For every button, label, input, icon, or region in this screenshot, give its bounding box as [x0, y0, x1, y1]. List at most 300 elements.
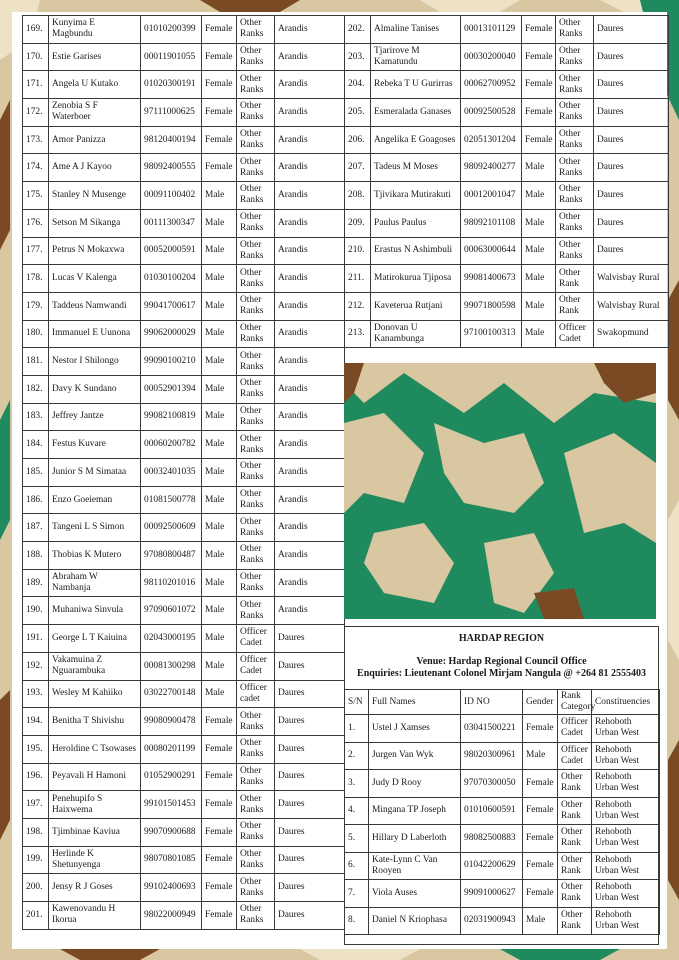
table-row — [23, 292, 345, 320]
cell-sn: 201. — [23, 902, 49, 930]
table-row — [23, 846, 345, 874]
cell-rank: Officer Cadet — [558, 742, 592, 770]
cell-id: 01052900291 — [141, 763, 202, 791]
cell-sn: 181. — [23, 348, 49, 376]
table-row — [23, 902, 345, 930]
cell-gender: Male — [202, 459, 237, 487]
cell-constituency: Daures — [275, 818, 345, 846]
cell-constituency: Daures — [594, 209, 669, 237]
cell-id: 00111300347 — [141, 209, 202, 237]
cell-sn: 203. — [345, 43, 371, 71]
cell-rank: Other Ranks — [237, 735, 275, 763]
cell-rank: Other Ranks — [556, 71, 594, 99]
table-row — [345, 770, 660, 798]
cell-sn: 200. — [23, 874, 49, 902]
table-row — [345, 71, 669, 99]
cell-id: 00052000591 — [141, 237, 202, 265]
cell-constituency: Daures — [275, 625, 345, 653]
cell-sn: 199. — [23, 846, 49, 874]
cell-gender: Female — [202, 818, 237, 846]
cell-sn: 213. — [345, 320, 371, 348]
cell-constituency: Arandis — [275, 265, 345, 293]
cell-id: 00062700952 — [461, 71, 522, 99]
cell-constituency: Rehoboth Urban West — [592, 715, 660, 743]
cell-name: Tangeni L S Simon — [49, 514, 141, 542]
table-row — [23, 320, 345, 348]
cell-sn: 7. — [345, 880, 369, 908]
cell-id: 00030200040 — [461, 43, 522, 71]
cell-id: 98092400555 — [141, 154, 202, 182]
cell-constituency: Rehoboth Urban West — [592, 742, 660, 770]
cell-sn: 185. — [23, 459, 49, 487]
cell-gender: Female — [202, 16, 237, 44]
table-row — [345, 320, 669, 348]
cell-name: Daniel N Kriophasa — [369, 907, 461, 935]
cell-sn: 177. — [23, 237, 49, 265]
cell-gender: Female — [202, 735, 237, 763]
cell-constituency: Arandis — [275, 154, 345, 182]
cell-name: Tjimbinae Kaviua — [49, 818, 141, 846]
table-row — [345, 797, 660, 825]
cell-gender: Male — [522, 320, 556, 348]
cell-sn: 190. — [23, 597, 49, 625]
cell-id: 97070300050 — [461, 770, 523, 798]
table-row — [345, 715, 660, 743]
cell-sn: 207. — [345, 154, 371, 182]
cell-id: 99071800598 — [461, 292, 522, 320]
table-row — [345, 43, 669, 71]
cell-gender: Female — [202, 874, 237, 902]
cell-gender: Male — [202, 375, 237, 403]
table-row — [23, 542, 345, 570]
cell-constituency: Rehoboth Urban West — [592, 852, 660, 880]
cell-id: 99070900688 — [141, 818, 202, 846]
cell-constituency: Daures — [275, 680, 345, 708]
cell-rank: Other Ranks — [237, 403, 275, 431]
cell-id: 00092500609 — [141, 514, 202, 542]
cell-rank: Other Ranks — [237, 486, 275, 514]
cell-id: 97111000625 — [141, 99, 202, 127]
cell-gender: Female — [202, 126, 237, 154]
header-name: Full Names — [369, 690, 461, 715]
cell-name: Tadeus M Moses — [371, 154, 461, 182]
table-row — [23, 597, 345, 625]
cell-gender: Female — [202, 708, 237, 736]
cell-rank: Other Rank — [558, 770, 592, 798]
table-row — [345, 182, 669, 210]
cell-rank: Other Ranks — [237, 182, 275, 210]
cell-sn: 175. — [23, 182, 49, 210]
cell-constituency: Arandis — [275, 209, 345, 237]
cell-rank: Other Ranks — [556, 16, 594, 44]
cell-sn: 4. — [345, 797, 369, 825]
cell-gender: Female — [522, 71, 556, 99]
cell-gender: Male — [522, 209, 556, 237]
cell-constituency: Walvisbay Rural — [594, 265, 669, 293]
cell-rank: Officer cadet — [237, 680, 275, 708]
cell-sn: 174. — [23, 154, 49, 182]
cell-name: George L T Kaiuina — [49, 625, 141, 653]
camouflage-graphic — [344, 363, 656, 619]
cell-name: Jeffrey Jantze — [49, 403, 141, 431]
cell-gender: Female — [523, 825, 558, 853]
cell-gender: Male — [523, 907, 558, 935]
table-row — [23, 237, 345, 265]
cell-sn: 209. — [345, 209, 371, 237]
cell-sn: 193. — [23, 680, 49, 708]
cell-id: 00091100402 — [141, 182, 202, 210]
cell-id: 97100100313 — [461, 320, 522, 348]
cell-name: Jensy R J Goses — [49, 874, 141, 902]
cell-rank: Other Ranks — [237, 43, 275, 71]
cell-gender: Female — [522, 43, 556, 71]
cell-rank: Other Ranks — [237, 126, 275, 154]
table-row — [23, 874, 345, 902]
cell-constituency: Arandis — [275, 542, 345, 570]
table-row — [23, 569, 345, 597]
table-row — [23, 763, 345, 791]
cell-rank: Other Rank — [558, 907, 592, 935]
table-row — [23, 99, 345, 127]
cell-gender: Female — [202, 99, 237, 127]
cell-rank: Other Ranks — [237, 292, 275, 320]
cell-sn: 212. — [345, 292, 371, 320]
cell-name: Peyavali H Hamoni — [49, 763, 141, 791]
header-gender: Gender — [523, 690, 558, 715]
table-row — [23, 209, 345, 237]
cell-id: 99101501453 — [141, 791, 202, 819]
table-row — [23, 791, 345, 819]
cell-id: 00013101129 — [461, 16, 522, 44]
cell-gender: Male — [202, 182, 237, 210]
table-row — [345, 907, 660, 935]
cell-gender: Male — [523, 742, 558, 770]
cell-id: 03022700148 — [141, 680, 202, 708]
cell-rank: Other Ranks — [237, 375, 275, 403]
cell-id: 99081400673 — [461, 265, 522, 293]
cell-constituency: Arandis — [275, 99, 345, 127]
cell-sn: 202. — [345, 16, 371, 44]
cell-id: 98092400277 — [461, 154, 522, 182]
cell-sn: 195. — [23, 735, 49, 763]
cell-constituency: Daures — [275, 791, 345, 819]
cell-id: 99062000029 — [141, 320, 202, 348]
cell-rank: Other Ranks — [237, 818, 275, 846]
cell-rank: Other Ranks — [237, 265, 275, 293]
table-row — [23, 431, 345, 459]
cell-id: 00011901055 — [141, 43, 202, 71]
cell-constituency: Arandis — [275, 71, 345, 99]
cell-gender: Male — [522, 154, 556, 182]
cell-rank: Other Rank — [556, 265, 594, 293]
cell-name: Esmeralada Ganases — [371, 99, 461, 127]
cell-sn: 169. — [23, 16, 49, 44]
cell-id: 00052901394 — [141, 375, 202, 403]
cell-gender: Female — [523, 715, 558, 743]
cell-name: Tjivikara Mutirakuti — [371, 182, 461, 210]
cell-name: Heroldine C Tsowases — [49, 735, 141, 763]
cell-gender: Female — [522, 16, 556, 44]
cell-name: Jurgen Van Wyk — [369, 742, 461, 770]
cell-constituency: Arandis — [275, 43, 345, 71]
cell-name: Paulus Paulus — [371, 209, 461, 237]
cell-constituency: Daures — [594, 16, 669, 44]
daures-continued-table — [344, 15, 669, 348]
table-row — [345, 99, 669, 127]
cell-constituency: Arandis — [275, 126, 345, 154]
cell-sn: 178. — [23, 265, 49, 293]
cell-name: Lucas V Kalenga — [49, 265, 141, 293]
cell-constituency: Daures — [594, 43, 669, 71]
table-header-row — [345, 690, 660, 715]
table-row — [345, 880, 660, 908]
cell-constituency: Rehoboth Urban West — [592, 880, 660, 908]
cell-sn: 170. — [23, 43, 49, 71]
cell-name: Thobias K Mutero — [49, 542, 141, 570]
table-row — [23, 652, 345, 680]
cell-id: 00092500528 — [461, 99, 522, 127]
table-row — [345, 209, 669, 237]
cell-gender: Female — [202, 763, 237, 791]
cell-sn: 187. — [23, 514, 49, 542]
cell-rank: Other Rank — [558, 880, 592, 908]
cell-rank: Other Ranks — [237, 846, 275, 874]
table-row — [23, 680, 345, 708]
cell-id: 02031900943 — [461, 907, 523, 935]
cell-id: 99102400693 — [141, 874, 202, 902]
cell-id: 98020300961 — [461, 742, 523, 770]
cell-sn: 5. — [345, 825, 369, 853]
header-sn: S/N — [345, 690, 369, 715]
cell-name: Festus Kuvare — [49, 431, 141, 459]
cell-sn: 173. — [23, 126, 49, 154]
cell-constituency: Arandis — [275, 348, 345, 376]
table-row — [23, 818, 345, 846]
cell-name: Herlinde K Shetunyenga — [49, 846, 141, 874]
cell-id: 97080800487 — [141, 542, 202, 570]
cell-constituency: Daures — [275, 846, 345, 874]
cell-sn: 196. — [23, 763, 49, 791]
cell-gender: Male — [202, 514, 237, 542]
hardap-region-section — [344, 626, 659, 945]
cell-rank: Officer Cadet — [237, 652, 275, 680]
cell-sn: 210. — [345, 237, 371, 265]
cell-constituency: Arandis — [275, 459, 345, 487]
cell-sn: 172. — [23, 99, 49, 127]
cell-gender: Male — [202, 320, 237, 348]
cell-gender: Female — [202, 902, 237, 930]
cell-sn: 211. — [345, 265, 371, 293]
cell-gender: Male — [202, 403, 237, 431]
cell-id: 01042200629 — [461, 852, 523, 880]
cell-id: 01010200399 — [141, 16, 202, 44]
cell-constituency: Walvisbay Rural — [594, 292, 669, 320]
cell-gender: Female — [202, 846, 237, 874]
cell-rank: Other Ranks — [556, 237, 594, 265]
cell-gender: Male — [202, 597, 237, 625]
cell-name: Vakamuina Z Nguarambuka — [49, 652, 141, 680]
cell-rank: Other Ranks — [556, 209, 594, 237]
cell-name: Mingana TP Joseph — [369, 797, 461, 825]
cell-rank: Other Ranks — [237, 791, 275, 819]
cell-id: 99090100210 — [141, 348, 202, 376]
enquiries-text: Enquiries: Lieutenant Colonel Mirjam Nangula @ +264 81 2555403 — [357, 668, 646, 679]
cell-gender: Male — [522, 237, 556, 265]
cell-name: Penehupifo S Haixwema — [49, 791, 141, 819]
table-row — [345, 852, 660, 880]
cell-rank: Other Rank — [558, 852, 592, 880]
cell-gender: Male — [202, 652, 237, 680]
cell-rank: Other Ranks — [237, 431, 275, 459]
cell-constituency: Daures — [275, 735, 345, 763]
table-row — [23, 16, 345, 44]
cell-name: Kate-Lynn C Van Rooyen — [369, 852, 461, 880]
cell-gender: Female — [522, 126, 556, 154]
cell-gender: Female — [522, 99, 556, 127]
cell-name: Hillary D Laberloth — [369, 825, 461, 853]
cell-gender: Female — [523, 852, 558, 880]
cell-id: 00060200782 — [141, 431, 202, 459]
cell-sn: 194. — [23, 708, 49, 736]
cell-rank: Other Ranks — [237, 209, 275, 237]
cell-id: 00080201199 — [141, 735, 202, 763]
cell-constituency: Daures — [275, 652, 345, 680]
cell-name: Abraham W Nambanja — [49, 569, 141, 597]
table-row — [23, 154, 345, 182]
cell-constituency: Daures — [594, 99, 669, 127]
cell-name: Kawenovandu H Ikorua — [49, 902, 141, 930]
cell-name: Nestor I Shilongo — [49, 348, 141, 376]
cell-constituency: Arandis — [275, 569, 345, 597]
cell-rank: Other Ranks — [556, 154, 594, 182]
cell-id: 02043000195 — [141, 625, 202, 653]
cell-constituency: Daures — [594, 126, 669, 154]
cell-constituency: Arandis — [275, 237, 345, 265]
cell-constituency: Rehoboth Urban West — [592, 907, 660, 935]
cell-name: Benitha T Shivishu — [49, 708, 141, 736]
cell-name: Immanuel E Uunona — [49, 320, 141, 348]
cell-id: 01010600591 — [461, 797, 523, 825]
hardap-table — [344, 689, 660, 935]
table-row — [345, 237, 669, 265]
region-title: HARDAP REGION — [458, 633, 545, 644]
cell-rank: Other Ranks — [237, 597, 275, 625]
cell-name: Viola Auses — [369, 880, 461, 908]
table-row — [23, 126, 345, 154]
cell-rank: Officer Cadet — [556, 320, 594, 348]
cell-name: Donovan U Kanambunga — [371, 320, 461, 348]
cell-name: Almaline Tanises — [371, 16, 461, 44]
cell-constituency: Swakopmund — [594, 320, 669, 348]
cell-rank: Other Ranks — [237, 99, 275, 127]
cell-gender: Male — [202, 542, 237, 570]
cell-sn: 191. — [23, 625, 49, 653]
cell-gender: Male — [202, 569, 237, 597]
cell-id: 98110201016 — [141, 569, 202, 597]
cell-name: Judy D Rooy — [369, 770, 461, 798]
cell-sn: 206. — [345, 126, 371, 154]
cell-gender: Female — [523, 770, 558, 798]
cell-constituency: Arandis — [275, 597, 345, 625]
cell-constituency: Arandis — [275, 431, 345, 459]
cell-constituency: Rehoboth Urban West — [592, 770, 660, 798]
cell-sn: 179. — [23, 292, 49, 320]
cell-gender: Male — [202, 680, 237, 708]
cell-constituency: Daures — [594, 182, 669, 210]
cell-name: Ustel J Xamses — [369, 715, 461, 743]
cell-gender: Male — [202, 431, 237, 459]
cell-name: Davy K Sundano — [49, 375, 141, 403]
cell-rank: Other Ranks — [237, 902, 275, 930]
cell-constituency: Rehoboth Urban West — [592, 797, 660, 825]
table-row — [23, 43, 345, 71]
cell-constituency: Arandis — [275, 403, 345, 431]
cell-rank: Other Ranks — [237, 154, 275, 182]
cell-sn: 1. — [345, 715, 369, 743]
cell-name: Tjarirove M Kamatundu — [371, 43, 461, 71]
table-row — [345, 16, 669, 44]
cell-gender: Female — [202, 791, 237, 819]
cell-id: 00063000644 — [461, 237, 522, 265]
cell-sn: 8. — [345, 907, 369, 935]
table-row — [345, 154, 669, 182]
cell-name: Erastus N Ashimbuli — [371, 237, 461, 265]
table-row — [345, 292, 669, 320]
cell-gender: Female — [202, 43, 237, 71]
cell-name: Estie Garises — [49, 43, 141, 71]
cell-gender: Female — [202, 71, 237, 99]
cell-sn: 171. — [23, 71, 49, 99]
cell-constituency: Arandis — [275, 514, 345, 542]
cell-id: 03041500221 — [461, 715, 523, 743]
cell-constituency: Arandis — [275, 375, 345, 403]
cell-id: 00032401035 — [141, 459, 202, 487]
cell-name: Setson M Sikanga — [49, 209, 141, 237]
cell-gender: Male — [522, 265, 556, 293]
cell-id: 98092101108 — [461, 209, 522, 237]
cell-gender: Male — [522, 292, 556, 320]
cell-id: 99041700617 — [141, 292, 202, 320]
cell-id: 99091000627 — [461, 880, 523, 908]
cell-rank: Other Ranks — [237, 708, 275, 736]
table-row — [23, 182, 345, 210]
table-row — [23, 708, 345, 736]
cell-constituency: Daures — [275, 763, 345, 791]
table-row — [345, 126, 669, 154]
cell-sn: 6. — [345, 852, 369, 880]
cell-name: Kaveterua Rutjani — [371, 292, 461, 320]
cell-gender: Male — [202, 625, 237, 653]
cell-gender: Male — [202, 486, 237, 514]
venue-text: Venue: Hardap Regional Council Office — [416, 656, 587, 667]
cell-rank: Other Ranks — [556, 99, 594, 127]
cell-name: Stanley N Musenge — [49, 182, 141, 210]
cell-name: Rebeka T U Gurirras — [371, 71, 461, 99]
cell-sn: 188. — [23, 542, 49, 570]
cell-rank: Officer Cadet — [237, 625, 275, 653]
cell-id: 00012001047 — [461, 182, 522, 210]
header-id: ID NO — [461, 690, 523, 715]
cell-gender: Female — [202, 154, 237, 182]
cell-rank: Other Rank — [556, 292, 594, 320]
cell-sn: 205. — [345, 99, 371, 127]
cell-id: 98022000949 — [141, 902, 202, 930]
cell-sn: 192. — [23, 652, 49, 680]
cell-constituency: Rehoboth Urban West — [592, 825, 660, 853]
cell-sn: 183. — [23, 403, 49, 431]
cell-gender: Female — [523, 797, 558, 825]
cell-sn: 176. — [23, 209, 49, 237]
